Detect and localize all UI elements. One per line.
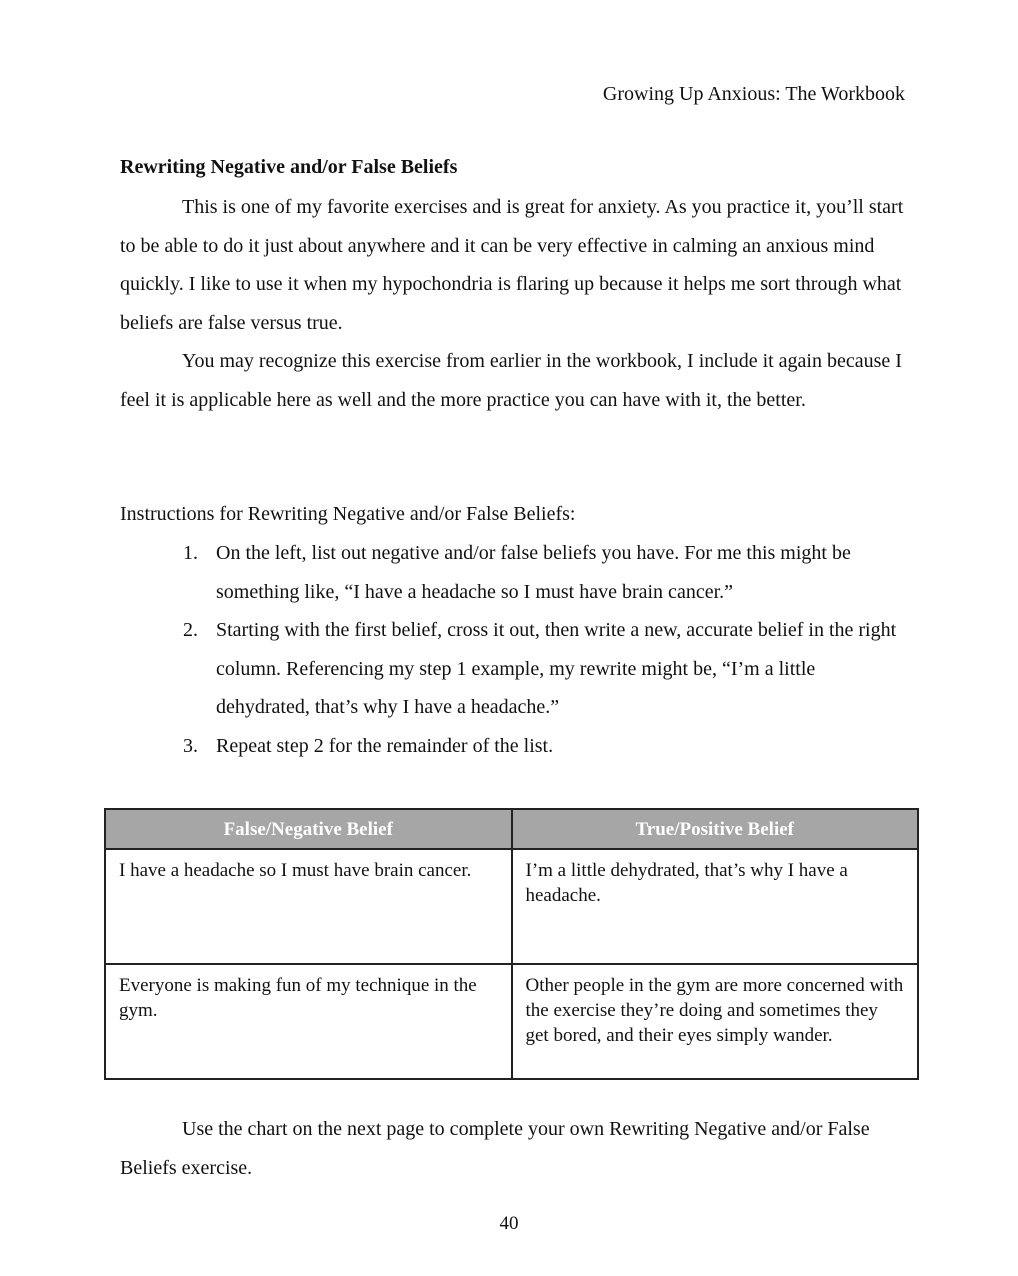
intro-paragraph-1: This is one of my favorite exercises and is great for anxiety. As you practice it, you’ll start to be able to do it just about anywhere and it can be very effective in calming an anxious mind quickly. I like to use it when my hypochondria is flaring up because it helps me sort through what beliefs are false versus true.	[120, 196, 904, 335]
section-title: Rewriting Negative and/or False Beliefs	[120, 156, 458, 178]
intro-paragraph-2: You may recognize this exercise from earlier in the workbook, I include it again because I feel it is applicable here as well and the more practice you can have with it, the better.	[120, 350, 902, 411]
step-number: 2.	[183, 619, 198, 642]
table-cell: Other people in the gym are more concerned with the exercise they’re doing and sometimes they get bored, and their eyes simply wander.	[512, 964, 919, 1079]
table-cell: I have a headache so I must have brain cancer.	[105, 849, 512, 964]
step-text: On the left, list out negative and/or false beliefs you have. For me this might be something like, “I have a headache so I must have brain cancer.”	[216, 542, 851, 603]
column-header-false-belief: False/Negative Belief	[105, 809, 512, 849]
step-number: 1.	[183, 542, 198, 564]
step-text: Repeat step 2 for the remainder of the list.	[216, 734, 554, 757]
instruction-step	[120, 611, 900, 727]
instructions-heading: Instructions for Rewriting Negative and/or False Beliefs:	[120, 503, 576, 525]
table-row	[105, 849, 918, 964]
instruction-step	[120, 727, 900, 766]
step-text: Starting with the first belief, cross it out, then write a new, accurate belief in the right column. Referencing my step 1 example, my rewrite might be, “I’m a little dehydrated, that’s why I have a headache.”	[216, 619, 897, 719]
instructions-list	[120, 534, 900, 766]
step-number: 3.	[183, 734, 198, 757]
running-header: Growing Up Anxious: The Workbook	[602, 83, 905, 105]
table-header-row	[105, 809, 918, 849]
table-row	[105, 964, 918, 1079]
page-number: 40	[499, 1213, 519, 1234]
instruction-step	[120, 534, 900, 611]
table-cell: Everyone is making fun of my technique in the gym.	[105, 964, 512, 1079]
belief-table	[104, 808, 919, 1080]
table-cell: I’m a little dehydrated, that’s why I have a headache.	[512, 849, 919, 964]
column-header-true-belief: True/Positive Belief	[512, 809, 919, 849]
closing-paragraph: Use the chart on the next page to complete your own Rewriting Negative and/or False Beliefs exercise.	[120, 1118, 870, 1179]
